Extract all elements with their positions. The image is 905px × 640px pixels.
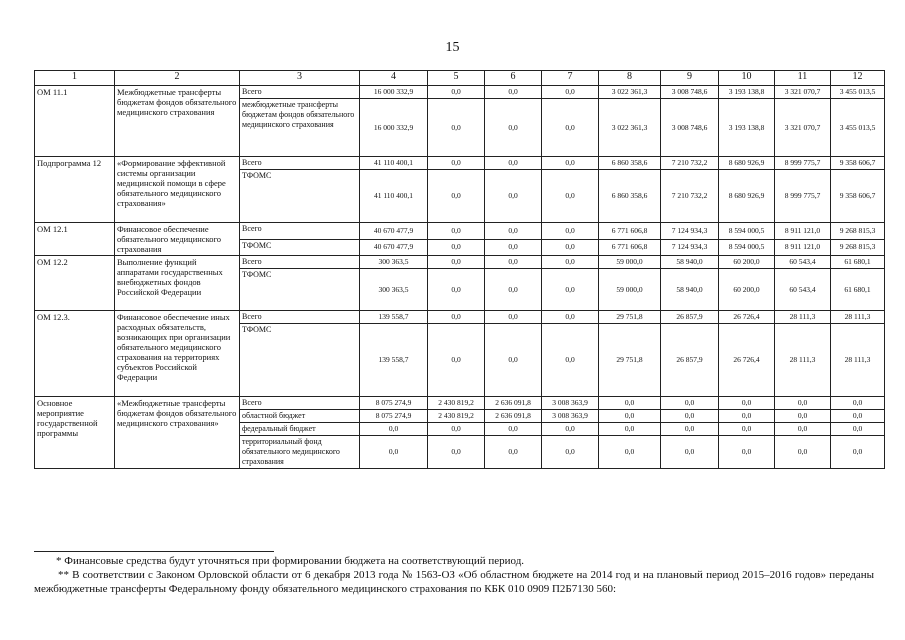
amount-cell: 3 008 363,9 <box>542 397 599 410</box>
footnote-divider <box>34 551 274 552</box>
amount-cell: 0,0 <box>428 86 485 99</box>
amount-cell: 0,0 <box>485 269 542 311</box>
amount-cell: 0,0 <box>428 223 485 240</box>
amount-cell: 139 558,7 <box>360 324 428 397</box>
amount-cell: 6 771 606,8 <box>599 239 661 256</box>
amount-cell: 28 111,3 <box>775 311 831 324</box>
table-row <box>35 223 885 240</box>
amount-cell: 0,0 <box>485 239 542 256</box>
amount-cell: 0,0 <box>775 410 831 423</box>
funding-source: Всего <box>240 311 360 324</box>
table-row <box>35 256 885 269</box>
program-code: Подпрограмма 12 <box>35 157 115 223</box>
program-code: ОМ 12.1 <box>35 223 115 256</box>
amount-cell: 0,0 <box>831 423 885 436</box>
amount-cell: 26 857,9 <box>661 324 719 397</box>
amount-cell: 8 680 926,9 <box>719 157 775 170</box>
amount-cell: 8 075 274,9 <box>360 410 428 423</box>
funding-source: ТФОМС <box>240 170 360 223</box>
amount-cell: 0,0 <box>831 397 885 410</box>
funding-source: Всего <box>240 86 360 99</box>
column-header: 2 <box>115 71 240 86</box>
funding-source: федеральный бюджет <box>240 423 360 436</box>
amount-cell: 40 670 477,9 <box>360 223 428 240</box>
amount-cell: 0,0 <box>485 99 542 157</box>
amount-cell: 0,0 <box>775 436 831 469</box>
amount-cell: 0,0 <box>775 397 831 410</box>
program-code: ОМ 12.2 <box>35 256 115 311</box>
program-name: «Формирование эффективной системы организации медицинской помощи в сфере обязательного медицинского страхования» <box>115 157 240 223</box>
amount-cell: 300 363,5 <box>360 256 428 269</box>
amount-cell: 2 430 819,2 <box>428 397 485 410</box>
amount-cell: 0,0 <box>719 436 775 469</box>
amount-cell: 0,0 <box>775 423 831 436</box>
amount-cell: 0,0 <box>542 269 599 311</box>
amount-cell: 58 940,0 <box>661 269 719 311</box>
amount-cell: 0,0 <box>428 99 485 157</box>
amount-cell: 0,0 <box>542 170 599 223</box>
amount-cell: 41 110 400,1 <box>360 170 428 223</box>
amount-cell: 0,0 <box>542 423 599 436</box>
amount-cell: 9 358 606,7 <box>831 170 885 223</box>
amount-cell: 0,0 <box>428 269 485 311</box>
funding-source: областной бюджет <box>240 410 360 423</box>
amount-cell: 0,0 <box>719 410 775 423</box>
program-name: Выполнение функций аппаратами государственных внебюджетных фондов Российской Федерации <box>115 256 240 311</box>
amount-cell: 0,0 <box>428 436 485 469</box>
column-header: 1 <box>35 71 115 86</box>
amount-cell: 300 363,5 <box>360 269 428 311</box>
amount-cell: 0,0 <box>485 256 542 269</box>
amount-cell: 0,0 <box>542 86 599 99</box>
program-name: Финансовое обеспечение обязательного медицинского страхования <box>115 223 240 256</box>
funding-source: территориальный фонд обязательного медицинского страхования <box>240 436 360 469</box>
funding-source: ТФОМС <box>240 324 360 397</box>
funding-source: ТФОМС <box>240 269 360 311</box>
amount-cell: 29 751,8 <box>599 324 661 397</box>
amount-cell: 3 455 013,5 <box>831 99 885 157</box>
amount-cell: 8 999 775,7 <box>775 157 831 170</box>
amount-cell: 0,0 <box>428 256 485 269</box>
amount-cell: 0,0 <box>661 397 719 410</box>
program-name: Финансовое обеспечение иных расходных обязательств, возникающих при организации обязательного медицинского страхования на территориях субъектов Российской Федерации <box>115 311 240 397</box>
amount-cell: 0,0 <box>428 239 485 256</box>
budget-table <box>34 70 885 469</box>
amount-cell: 3 321 070,7 <box>775 86 831 99</box>
amount-cell: 59 000,0 <box>599 269 661 311</box>
amount-cell: 28 111,3 <box>831 311 885 324</box>
amount-cell: 3 008 363,9 <box>542 410 599 423</box>
program-code: Основное мероприятие государственной программы <box>35 397 115 469</box>
column-header: 9 <box>661 71 719 86</box>
amount-cell: 3 193 138,8 <box>719 86 775 99</box>
amount-cell: 60 543,4 <box>775 256 831 269</box>
column-header: 7 <box>542 71 599 86</box>
table-row <box>35 397 885 410</box>
table-row <box>35 157 885 170</box>
amount-cell: 26 726,4 <box>719 324 775 397</box>
amount-cell: 8 911 121,0 <box>775 239 831 256</box>
amount-cell: 8 680 926,9 <box>719 170 775 223</box>
amount-cell: 0,0 <box>661 410 719 423</box>
amount-cell: 0,0 <box>485 436 542 469</box>
amount-cell: 0,0 <box>661 436 719 469</box>
amount-cell: 6 860 358,6 <box>599 157 661 170</box>
funding-source: Всего <box>240 157 360 170</box>
amount-cell: 0,0 <box>542 239 599 256</box>
amount-cell: 3 193 138,8 <box>719 99 775 157</box>
amount-cell: 0,0 <box>428 170 485 223</box>
amount-cell: 26 726,4 <box>719 311 775 324</box>
column-header: 5 <box>428 71 485 86</box>
amount-cell: 0,0 <box>719 397 775 410</box>
funding-source: ТФОМС <box>240 239 360 256</box>
amount-cell: 3 022 361,3 <box>599 99 661 157</box>
amount-cell: 60 200,0 <box>719 256 775 269</box>
column-header: 10 <box>719 71 775 86</box>
table-row <box>35 86 885 99</box>
amount-cell: 0,0 <box>428 423 485 436</box>
column-header: 3 <box>240 71 360 86</box>
amount-cell: 7 210 732,2 <box>661 170 719 223</box>
amount-cell: 60 543,4 <box>775 269 831 311</box>
column-header: 4 <box>360 71 428 86</box>
amount-cell: 0,0 <box>360 423 428 436</box>
amount-cell: 0,0 <box>428 311 485 324</box>
amount-cell: 0,0 <box>599 397 661 410</box>
amount-cell: 61 680,1 <box>831 256 885 269</box>
amount-cell: 41 110 400,1 <box>360 157 428 170</box>
amount-cell: 58 940,0 <box>661 256 719 269</box>
amount-cell: 0,0 <box>661 423 719 436</box>
footnote-1: * Финансовые средства будут уточняться при формировании бюджета на соответствующий период. <box>56 555 525 567</box>
amount-cell: 6 771 606,8 <box>599 223 661 240</box>
page-number: 15 <box>445 40 460 55</box>
amount-cell: 7 124 934,3 <box>661 239 719 256</box>
column-header: 11 <box>775 71 831 86</box>
footnote-2: ** В соответствии с Законом Орловской области от 6 декабря 2013 года № 1563-ОЗ «Об областном бюджете на 2014 год и на плановый период 2015–2016 годов» переданы межбюджетные трансферты Федеральному фонду обязательного медицинского страхования по КБК 010 0909 П2Б7130 560: <box>34 569 874 595</box>
funding-source: межбюджетные трансферты бюджетам фондов обязательного медицинского страхования <box>240 99 360 157</box>
amount-cell: 0,0 <box>485 223 542 240</box>
program-name: Межбюджетные трансферты бюджетам фондов обязательного медицинского страхования <box>115 86 240 157</box>
funding-source: Всего <box>240 397 360 410</box>
amount-cell: 0,0 <box>599 410 661 423</box>
program-code: ОМ 11.1 <box>35 86 115 157</box>
amount-cell: 59 000,0 <box>599 256 661 269</box>
table-row <box>35 311 885 324</box>
amount-cell: 0,0 <box>542 157 599 170</box>
amount-cell: 0,0 <box>599 423 661 436</box>
amount-cell: 60 200,0 <box>719 269 775 311</box>
amount-cell: 0,0 <box>485 311 542 324</box>
program-code: ОМ 12.3. <box>35 311 115 397</box>
amount-cell: 8 594 000,5 <box>719 223 775 240</box>
column-header: 6 <box>485 71 542 86</box>
amount-cell: 0,0 <box>428 324 485 397</box>
funding-source: Всего <box>240 256 360 269</box>
funding-source: Всего <box>240 223 360 240</box>
amount-cell: 0,0 <box>485 157 542 170</box>
amount-cell: 8 999 775,7 <box>775 170 831 223</box>
amount-cell: 0,0 <box>485 86 542 99</box>
column-header: 8 <box>599 71 661 86</box>
amount-cell: 3 022 361,3 <box>599 86 661 99</box>
amount-cell: 3 321 070,7 <box>775 99 831 157</box>
amount-cell: 139 558,7 <box>360 311 428 324</box>
amount-cell: 7 210 732,2 <box>661 157 719 170</box>
amount-cell: 8 911 121,0 <box>775 223 831 240</box>
amount-cell: 0,0 <box>542 436 599 469</box>
amount-cell: 0,0 <box>485 324 542 397</box>
amount-cell: 7 124 934,3 <box>661 223 719 240</box>
amount-cell: 0,0 <box>599 436 661 469</box>
amount-cell: 0,0 <box>542 311 599 324</box>
amount-cell: 0,0 <box>485 423 542 436</box>
header-row <box>35 71 885 86</box>
amount-cell: 2 430 819,2 <box>428 410 485 423</box>
amount-cell: 40 670 477,9 <box>360 239 428 256</box>
amount-cell: 0,0 <box>360 436 428 469</box>
amount-cell: 8 075 274,9 <box>360 397 428 410</box>
amount-cell: 16 000 332,9 <box>360 99 428 157</box>
amount-cell: 9 268 815,3 <box>831 239 885 256</box>
amount-cell: 0,0 <box>485 170 542 223</box>
amount-cell: 9 268 815,3 <box>831 223 885 240</box>
amount-cell: 2 636 091,8 <box>485 410 542 423</box>
amount-cell: 61 680,1 <box>831 269 885 311</box>
amount-cell: 3 008 748,6 <box>661 86 719 99</box>
amount-cell: 28 111,3 <box>831 324 885 397</box>
amount-cell: 6 860 358,6 <box>599 170 661 223</box>
amount-cell: 0,0 <box>428 157 485 170</box>
amount-cell: 2 636 091,8 <box>485 397 542 410</box>
amount-cell: 0,0 <box>542 256 599 269</box>
amount-cell: 0,0 <box>831 410 885 423</box>
amount-cell: 16 000 332,9 <box>360 86 428 99</box>
amount-cell: 28 111,3 <box>775 324 831 397</box>
amount-cell: 26 857,9 <box>661 311 719 324</box>
amount-cell: 0,0 <box>542 223 599 240</box>
amount-cell: 0,0 <box>542 99 599 157</box>
amount-cell: 9 358 606,7 <box>831 157 885 170</box>
amount-cell: 3 455 013,5 <box>831 86 885 99</box>
program-name: «Межбюджетные трансферты бюджетам фондов обязательного медицинского страхования» <box>115 397 240 469</box>
amount-cell: 0,0 <box>542 324 599 397</box>
column-header: 12 <box>831 71 885 86</box>
amount-cell: 0,0 <box>719 423 775 436</box>
amount-cell: 29 751,8 <box>599 311 661 324</box>
amount-cell: 0,0 <box>831 436 885 469</box>
amount-cell: 3 008 748,6 <box>661 99 719 157</box>
amount-cell: 8 594 000,5 <box>719 239 775 256</box>
